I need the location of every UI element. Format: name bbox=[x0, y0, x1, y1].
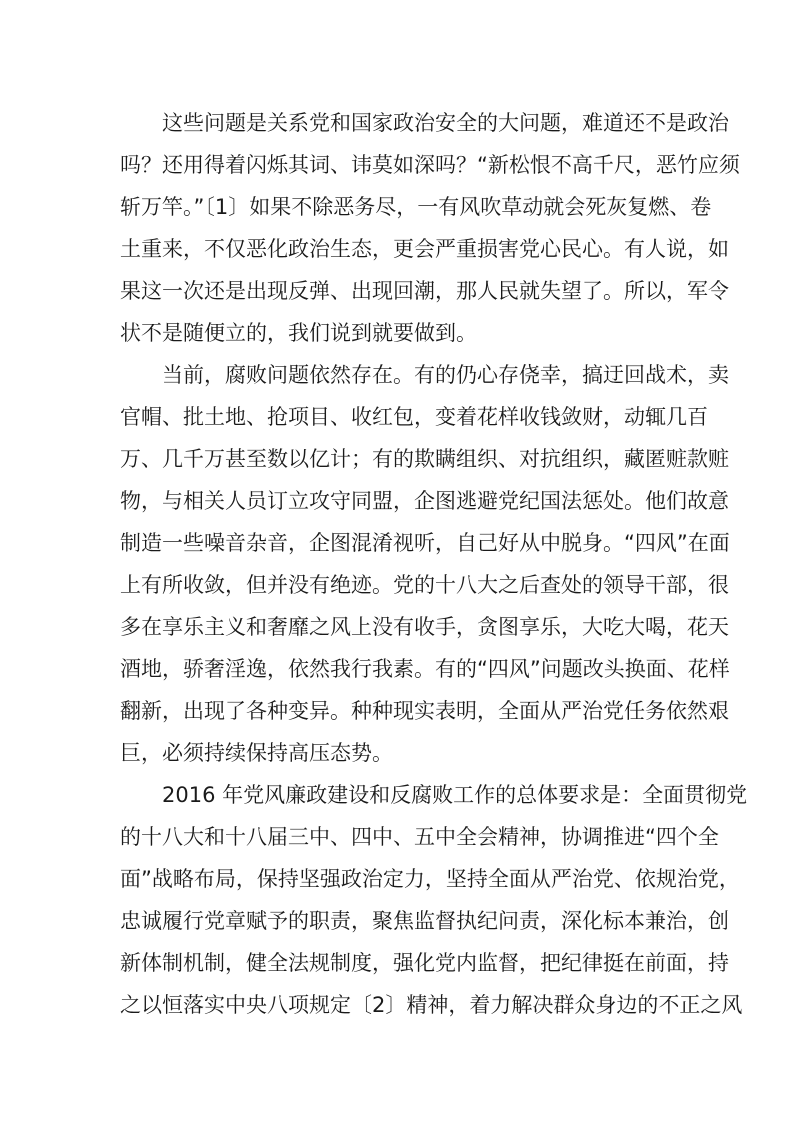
paragraph-2-line-10: 巨，必须持续保持高压态势。 bbox=[120, 741, 393, 765]
paragraph-2-line-1: 当前，腐败问题依然存在。有的仍心存侥幸，搞迂回战术，卖 bbox=[162, 363, 729, 387]
paragraph-2-line-4: 物，与相关人员订立攻守同盟，企图逃避党纪国法惩处。他们故意 bbox=[120, 489, 729, 513]
paragraph-3-line-2: 的十八大和十八届三中、四中、五中全会精神，协调推进“四个全 bbox=[120, 825, 719, 849]
paragraph-2-line-8: 酒地，骄奢淫逸，依然我行我素。有的“四风”问题改头换面、花样 bbox=[120, 657, 730, 681]
paragraph-3-line-6: 之以恒落实中央八项规定〔2〕精神，着力解决群众身边的不正之风 bbox=[120, 993, 743, 1017]
paragraph-2-line-3: 万、几千万甚至数以亿计；有的欺瞒组织、对抗组织，藏匿赃款赃 bbox=[120, 447, 729, 471]
paragraph-2-line-5: 制造一些噪音杂音，企图混淆视听，自己好从中脱身。“四风”在面 bbox=[120, 531, 730, 555]
paragraph-1-line-5: 果这一次还是出现反弹、出现回潮，那人民就失望了。所以，军令 bbox=[120, 279, 729, 303]
paragraph-3-line-1: 2016 年党风廉政建设和反腐败工作的总体要求是：全面贯彻党 bbox=[162, 783, 748, 807]
paragraph-3-line-4: 忠诚履行党章赋予的职责，聚焦监督执纪问责，深化标本兼治，创 bbox=[120, 909, 729, 933]
paragraph-1-line-2: 吗？还用得着闪烁其词、讳莫如深吗？“新松恨不高千尺，恶竹应须 bbox=[120, 153, 740, 177]
paragraph-2-line-6: 上有所收敛，但并没有绝迹。党的十八大之后查处的领导干部，很 bbox=[120, 573, 729, 597]
paragraph-3-line-5: 新体制机制，健全法规制度，强化党内监督，把纪律挺在前面，持 bbox=[120, 951, 729, 975]
paragraph-1-line-3: 斩万竿。”〔1〕如果不除恶务尽，一有风吹草动就会死灰复燃、卷 bbox=[120, 195, 712, 219]
paragraph-1-line-4: 土重来，不仅恶化政治生态，更会严重损害党心民心。有人说，如 bbox=[120, 237, 729, 261]
paragraph-1-line-6: 状不是随便立的，我们说到就要做到。 bbox=[120, 321, 477, 345]
paragraph-2-line-9: 翻新，出现了各种变异。种种现实表明，全面从严治党任务依然艰 bbox=[120, 699, 729, 723]
paragraph-2-line-2: 官帽、批土地、抢项目、收红包，变着花样收钱敛财，动辄几百 bbox=[120, 405, 708, 429]
paragraph-3-line-3: 面”战略布局，保持坚强政治定力，坚持全面从严治党、依规治党， bbox=[120, 867, 740, 891]
paragraph-2-line-7: 多在享乐主义和奢靡之风上没有收手，贪图享乐，大吃大喝，花天 bbox=[120, 615, 729, 639]
paragraph-1-line-1: 这些问题是关系党和国家政治安全的大问题，难道还不是政治 bbox=[162, 111, 729, 135]
